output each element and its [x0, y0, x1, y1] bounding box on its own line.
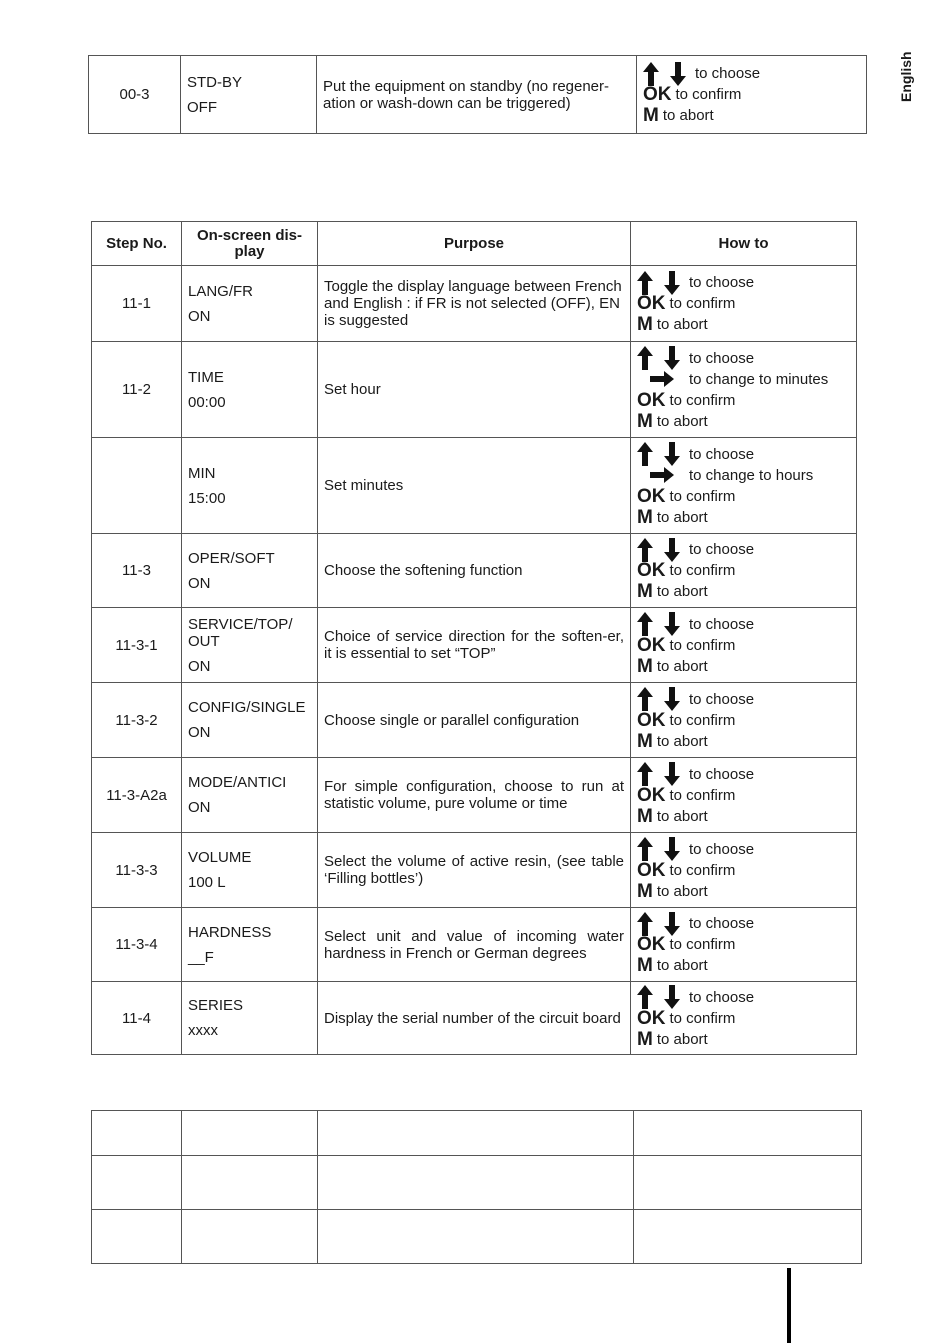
ok-key-label: OK	[637, 389, 666, 411]
arrow-up-down-icon	[637, 911, 689, 937]
purpose-cell: Toggle the display language between French and English : if FR is not selected (OFF), EN is suggested	[318, 266, 631, 342]
choose-text: to choose	[689, 840, 755, 858]
step-number: 11-4	[92, 982, 182, 1055]
table-row	[92, 982, 857, 1055]
display-line: 100 L	[188, 874, 226, 891]
table-row	[92, 683, 857, 758]
on-screen-display	[182, 534, 318, 608]
table-row	[92, 438, 857, 534]
display-line: ON	[188, 657, 211, 675]
m-key-label: M	[637, 1028, 653, 1050]
display-line: SERIES	[188, 997, 244, 1014]
abort-text: to abort	[656, 882, 708, 900]
display-line: VOLUME	[188, 849, 252, 866]
abort-text: to abort	[656, 957, 708, 974]
step-number: 11-3	[92, 534, 182, 608]
display-line: ON	[188, 724, 211, 741]
m-key-label: M	[637, 314, 653, 335]
purpose-cell: Set hour	[318, 342, 631, 438]
abort-text: to abort	[656, 583, 708, 600]
howto-cell	[631, 438, 857, 534]
confirm-text: to confirm	[669, 391, 736, 409]
table-row	[89, 56, 867, 134]
purpose-cell: Select the volume of active resin, (see table ‘Filling bottles’)	[318, 833, 631, 908]
confirm-text: to confirm	[669, 487, 736, 505]
step-number	[92, 438, 182, 534]
m-key-label: M	[637, 581, 653, 602]
on-screen-display	[182, 758, 318, 833]
on-screen-display	[182, 438, 318, 534]
m-key-label: M	[637, 410, 653, 432]
confirm-text: to confirm	[669, 295, 736, 312]
purpose-cell: Put the equipment on standby (no regener-ation or wash-down can be triggered)	[317, 56, 637, 134]
display-line: OPER/SOFT	[188, 549, 275, 567]
table-row	[92, 1111, 862, 1156]
step-number: 11-3-A2a	[92, 758, 182, 833]
howto-cell	[631, 608, 857, 683]
table-row	[92, 833, 857, 908]
ok-key-label: OK	[637, 485, 666, 507]
header-howto: How to	[631, 222, 857, 266]
on-screen-display	[182, 266, 318, 342]
m-key-label: M	[637, 730, 653, 752]
display-line: LANG/FR	[188, 282, 254, 300]
purpose-cell: For simple configuration, choose to run at statistic volume, pure volume or time	[318, 758, 631, 833]
arrow-up-down-icon	[637, 611, 689, 637]
table-row	[92, 342, 857, 438]
table-row	[92, 608, 857, 683]
table-row	[92, 534, 857, 608]
choose-text: to choose	[695, 65, 761, 82]
abort-text: to abort	[656, 807, 708, 825]
arrow-right-icon	[637, 370, 689, 388]
arrow-up-down-icon	[637, 345, 689, 371]
confirm-text: to confirm	[669, 562, 736, 579]
confirm-text: to confirm	[669, 711, 736, 729]
m-key-label: M	[637, 506, 653, 528]
ok-key-label: OK	[637, 784, 666, 806]
arrow-up-down-icon	[637, 984, 689, 1010]
arrow-right-icon	[637, 466, 689, 484]
confirm-text: to confirm	[669, 786, 736, 804]
m-key-label: M	[637, 880, 653, 902]
table-row	[92, 266, 857, 342]
howto-cell	[631, 908, 857, 982]
display-line: MODE/ANTICI	[188, 774, 287, 791]
table-header-row	[92, 222, 857, 266]
howto-cell	[637, 56, 867, 134]
display-line: xxxx	[188, 1022, 218, 1039]
table-row	[92, 1156, 862, 1210]
m-key-label: M	[643, 105, 659, 126]
display-line: OFF	[187, 98, 217, 116]
howto-cell	[631, 683, 857, 758]
on-screen-display	[182, 982, 318, 1055]
arrow-up-down-icon	[643, 61, 695, 87]
header-display: On-screen dis-play	[182, 222, 318, 266]
on-screen-display	[182, 608, 318, 683]
header-step: Step No.	[92, 222, 182, 266]
abort-text: to abort	[656, 1030, 708, 1048]
confirm-text: to confirm	[675, 86, 742, 103]
on-screen-display	[182, 683, 318, 758]
display-line: HARDNESS	[188, 923, 272, 941]
arrow-up-down-icon	[637, 270, 689, 296]
choose-text: to choose	[689, 274, 755, 291]
display-line: STD-BY	[187, 73, 243, 91]
howto-cell	[631, 982, 857, 1055]
choose-text: to choose	[689, 541, 755, 558]
ok-key-label: OK	[637, 934, 666, 955]
confirm-text: to confirm	[669, 1009, 736, 1027]
howto-cell	[631, 534, 857, 608]
empty-table	[91, 1110, 862, 1264]
standby-table	[88, 55, 867, 134]
ok-key-label: OK	[643, 84, 672, 105]
table-row	[92, 1210, 862, 1264]
choose-text: to choose	[689, 615, 755, 633]
change-text: to change to hours	[689, 466, 814, 484]
confirm-text: to confirm	[669, 936, 736, 953]
arrow-up-down-icon	[637, 836, 689, 862]
display-line: MIN	[188, 464, 216, 482]
table-row	[92, 758, 857, 833]
step-number: 11-3-1	[92, 608, 182, 683]
ok-key-label: OK	[637, 709, 666, 731]
howto-cell	[631, 342, 857, 438]
abort-text: to abort	[662, 107, 714, 124]
m-key-label: M	[637, 955, 653, 976]
display-line: __F	[188, 948, 214, 966]
m-key-label: M	[637, 805, 653, 827]
on-screen-display	[182, 342, 318, 438]
display-line: 00:00	[188, 393, 226, 411]
display-line: SERVICE/TOP/ OUT	[188, 615, 293, 650]
confirm-text: to confirm	[669, 636, 736, 654]
choose-text: to choose	[689, 690, 755, 708]
step-number: 11-3-2	[92, 683, 182, 758]
arrow-up-down-icon	[637, 761, 689, 787]
howto-cell	[631, 833, 857, 908]
step-number: 11-1	[92, 266, 182, 342]
purpose-cell: Select unit and value of incoming water hardness in French or German degrees	[318, 908, 631, 982]
settings-table	[91, 221, 857, 1055]
on-screen-display	[181, 56, 317, 134]
abort-text: to abort	[656, 657, 708, 675]
choose-text: to choose	[689, 915, 755, 932]
confirm-text: to confirm	[669, 861, 736, 879]
abort-text: to abort	[656, 412, 708, 430]
on-screen-display	[182, 833, 318, 908]
table-row	[92, 908, 857, 982]
abort-text: to abort	[656, 508, 708, 526]
purpose-cell: Choose the softening function	[318, 534, 631, 608]
display-line: CONFIG/SINGLE	[188, 699, 306, 716]
page-margin-bar	[787, 1268, 791, 1343]
abort-text: to abort	[656, 316, 708, 333]
howto-cell	[631, 758, 857, 833]
purpose-cell: Set minutes	[318, 438, 631, 534]
ok-key-label: OK	[637, 634, 666, 656]
language-side-label: English	[898, 51, 914, 102]
purpose-cell: Choose single or parallel configuration	[318, 683, 631, 758]
choose-text: to choose	[689, 765, 755, 783]
display-line: ON	[188, 799, 211, 816]
choose-text: to choose	[689, 349, 755, 367]
ok-key-label: OK	[637, 293, 666, 314]
on-screen-display	[182, 908, 318, 982]
arrow-up-down-icon	[637, 686, 689, 712]
step-number: 00-3	[89, 56, 181, 134]
display-line: ON	[188, 307, 211, 325]
header-purpose: Purpose	[318, 222, 631, 266]
arrow-up-down-icon	[637, 441, 689, 467]
choose-text: to choose	[689, 445, 755, 463]
ok-key-label: OK	[637, 1007, 666, 1029]
arrow-up-down-icon	[637, 537, 689, 563]
display-line: TIME	[188, 368, 224, 386]
m-key-label: M	[637, 655, 653, 677]
choose-text: to choose	[689, 988, 755, 1006]
ok-key-label: OK	[637, 859, 666, 881]
purpose-cell: Choice of service direction for the soften-er, it is essential to set “TOP”	[318, 608, 631, 683]
howto-cell	[631, 266, 857, 342]
ok-key-label: OK	[637, 560, 666, 581]
step-number: 11-3-3	[92, 833, 182, 908]
step-number: 11-2	[92, 342, 182, 438]
display-line: 15:00	[188, 489, 226, 507]
step-number: 11-3-4	[92, 908, 182, 982]
abort-text: to abort	[656, 732, 708, 750]
purpose-cell: Display the serial number of the circuit board	[318, 982, 631, 1055]
display-line: ON	[188, 574, 211, 592]
change-text: to change to minutes	[689, 370, 829, 388]
